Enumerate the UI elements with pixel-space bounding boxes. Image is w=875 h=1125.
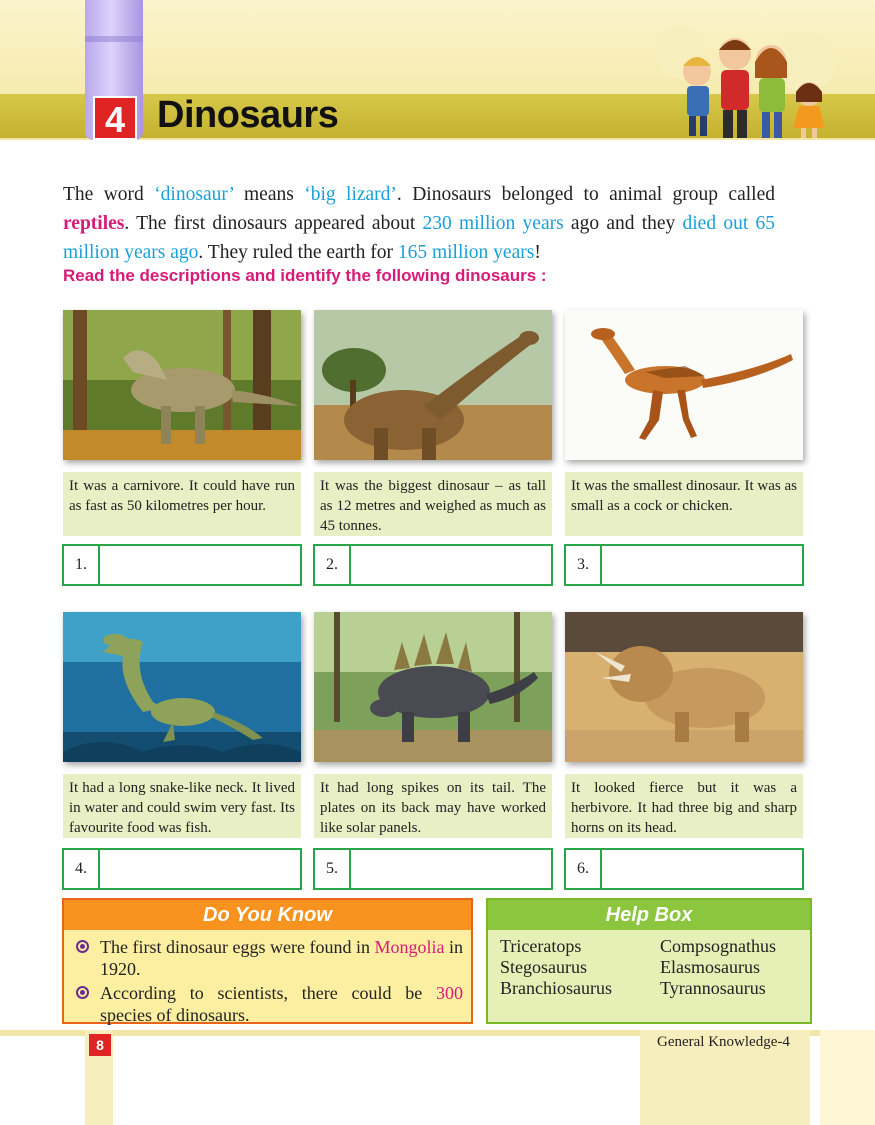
chapter-title: Dinosaurs xyxy=(157,94,339,136)
do-you-know-title: Do You Know xyxy=(64,900,471,930)
intro-paragraph: The word ‘dinosaur’ means ‘big lizard’. Dinosaurs belonged to animal group called reptiles. The first dinosaurs appeared about 230 million years ago and they died out 65 million years ago. They ruled the earth for 165 million years! xyxy=(63,184,775,263)
answer-input-4[interactable] xyxy=(100,850,300,888)
answer-input-1[interactable] xyxy=(100,546,300,584)
cartoon-family-illustration xyxy=(655,22,840,140)
help-word: Branchiosaurus xyxy=(500,978,612,998)
fact-230-million: 230 million years xyxy=(422,213,564,234)
answer-box-4 xyxy=(62,848,302,890)
fact-died-out: died out 65 million years ago xyxy=(63,213,775,263)
bullet-icon xyxy=(76,986,89,999)
description-4: It had a long snake-like neck. It lived in water and could swim very fast. Its favourite food was fish. xyxy=(63,774,301,838)
fact-number: 300 xyxy=(436,983,463,1003)
fact-165-million: 165 million years xyxy=(397,242,535,263)
page-number: 8 xyxy=(89,1034,111,1056)
answer-box-3 xyxy=(564,544,804,586)
do-you-know-box xyxy=(62,898,473,1024)
fact-item: According to scientists, there could be 300 species of dinosaurs. xyxy=(76,982,463,1026)
answer-input-3[interactable] xyxy=(602,546,802,584)
chapter-number: 4 xyxy=(93,96,137,140)
answer-input-5[interactable] xyxy=(351,850,551,888)
term-reptiles: reptiles xyxy=(63,213,125,234)
instruction-heading: Read the descriptions and identify the following dinosaurs : xyxy=(63,266,547,285)
term-dinosaur: ‘dinosaur’ xyxy=(154,184,234,205)
help-word: Tyrannosaurus xyxy=(660,978,766,998)
answer-number: 3. xyxy=(566,546,602,584)
description-1: It was a carnivore. It could have run as fast as 50 kilometres per hour. xyxy=(63,472,301,536)
stegosaurus-photo xyxy=(314,612,552,762)
answer-number: 4. xyxy=(64,850,100,888)
tyrannosaurus-photo xyxy=(63,310,301,460)
help-word: Compsognathus xyxy=(660,936,777,956)
description-3: It was the smallest dinosaur. It was as small as a cock or chicken. xyxy=(565,472,803,536)
tab-divider xyxy=(85,36,143,42)
description-5: It had long spikes on its tail. The plates on its back may have worked like solar panels. xyxy=(314,774,552,838)
compsognathus-photo xyxy=(565,310,803,460)
answer-box-1 xyxy=(62,544,302,586)
help-word-list xyxy=(488,930,810,999)
description-6: It looked fierce but it was a herbivore. It had three big and sharp horns on its head. xyxy=(565,774,803,838)
answer-box-2 xyxy=(313,544,553,586)
footer-edge xyxy=(820,1030,875,1125)
help-box xyxy=(486,898,812,1024)
bullet-icon xyxy=(76,940,89,953)
help-box-title: Help Box xyxy=(488,900,810,930)
triceratops-photo xyxy=(565,612,803,762)
answer-input-2[interactable] xyxy=(351,546,551,584)
brachiosaurus-photo xyxy=(314,310,552,460)
answer-number: 1. xyxy=(64,546,100,584)
fact-place: Mongolia xyxy=(374,937,445,957)
help-word: Elasmosaurus xyxy=(660,957,760,977)
answer-box-5 xyxy=(313,848,553,890)
answer-number: 2. xyxy=(315,546,351,584)
book-name: General Knowledge-4 xyxy=(657,1034,790,1050)
help-word: Stegosaurus xyxy=(500,957,587,977)
answer-input-6[interactable] xyxy=(602,850,802,888)
answer-number: 6. xyxy=(566,850,602,888)
fact-item: The first dinosaur eggs were found in Mongolia in 1920. xyxy=(76,936,463,980)
term-big-lizard: ‘big lizard’ xyxy=(304,184,397,205)
answer-box-6 xyxy=(564,848,804,890)
help-word: Triceratops xyxy=(500,936,582,956)
description-2: It was the biggest dinosaur – as tall as 12 metres and weighed as much as 45 tonnes. xyxy=(314,472,552,536)
elasmosaurus-photo xyxy=(63,612,301,762)
answer-number: 5. xyxy=(315,850,351,888)
